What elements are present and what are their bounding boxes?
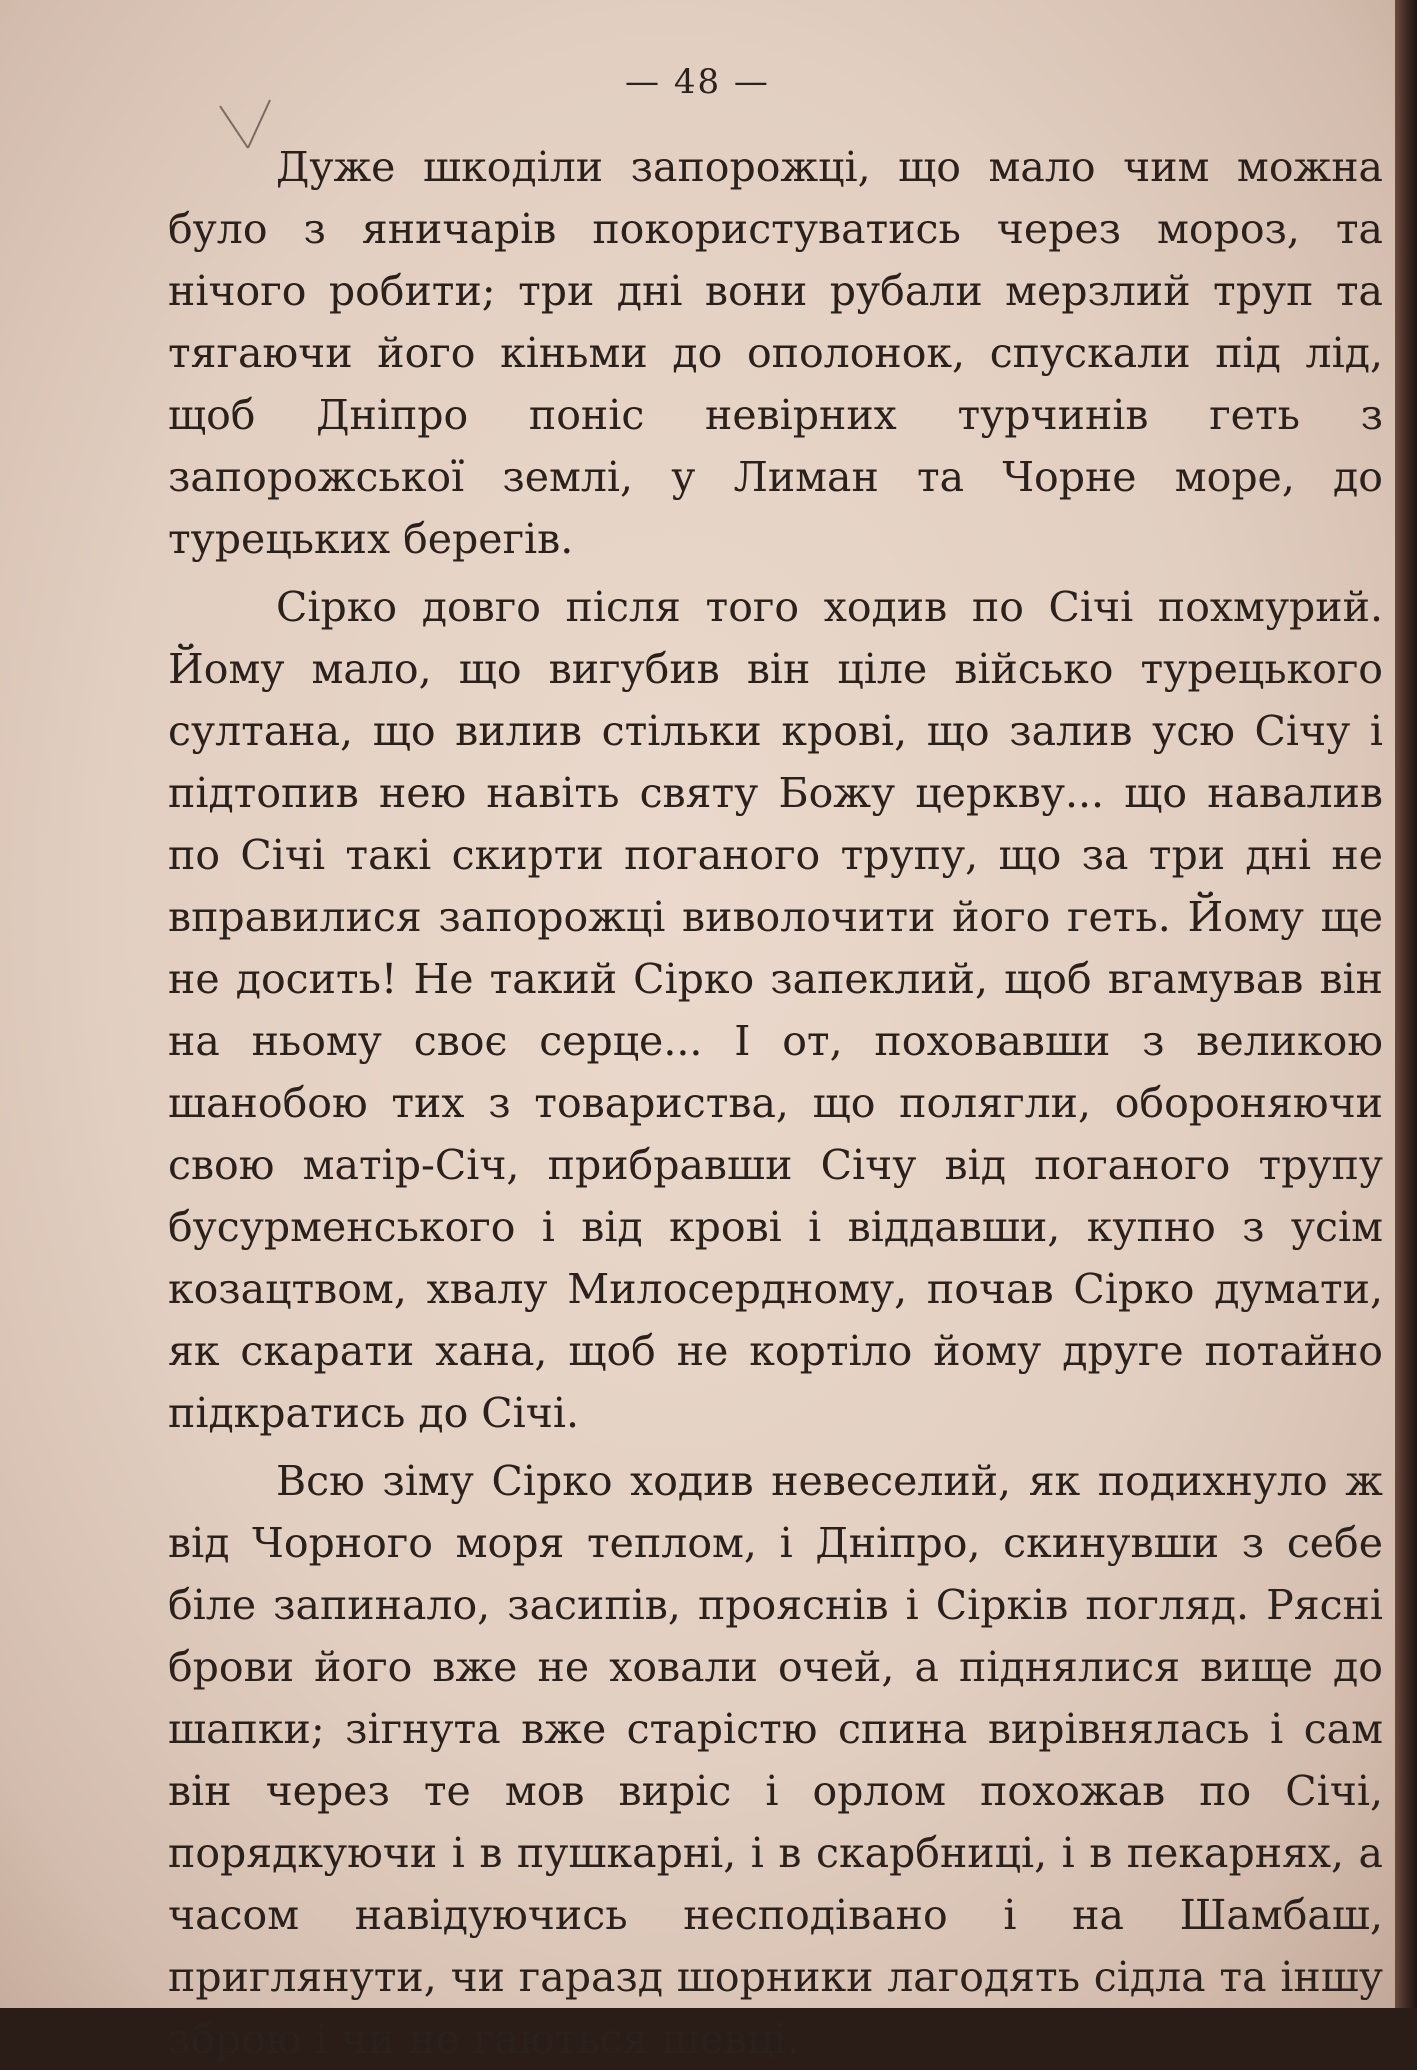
paragraph-3: Всю зіму Сірко ходив невеселий, як подихнуло ж від Чорного моря теплом, і Дніпро, скинувши з себе біле запинало, засипів, прояснів і Сірків погляд. Рясні брови його вже не ховали очей, а піднялися вище до шапки; зігнута вже старістю спина вирівнялась і сам він через те мов виріс і орлом похожав по Січі, порядкуючи і в пушкарні, і в скарбниці, і в пекарнях, а часом навідуючись несподівано і на Шамбаш, приглянути, чи гаразд шорники лагодять сідла та іншу зброю і чи не гаються шевці. (168, 1457, 1383, 2063)
page-number: — 48 — (625, 62, 770, 102)
paragraph-2: Сірко довго після того ходив по Січі похмурий. Йому мало, що вигубив він ціле військо турецького султана, що вилив стільки крові, що залив усю Січу і підтопив нею навіть святу Божу церкву... що навалив по Січі такі скирти поганого трупу, що за три дні не вправилися запорожці виволочити його геть. Йому ще не досить! Не такий Сірко запеклий, щоб вгамував він на ньому своє серце... І от, поховавши з великою шанобою тих з товариства, що полягли, обороняючи свою матір-Січ, прибравши Січу від поганого трупу бусурменського і від крові і віддавши, купно з усім козацтвом, хвалу Милосердному, почав Сірко думати, як скарати хана, щоб не кортіло йому друге потайно підкратись до Січі. (168, 583, 1383, 1437)
paragraph-1: Дуже шкоділи запорожці, що мало чим можна було з яничарів покористуватись через мороз, та нічого робити; три дні вони рубали мерзлий труп та тягаючи його кіньми до ополонок, спускали під лід, щоб Дніпро поніс невірних турчинів геть з запорожської землі, у Лиман та Чорне море, до турецьких берегів. (168, 143, 1383, 563)
page-edge-shadow (1395, 0, 1417, 2008)
body-text (168, 136, 1383, 2070)
